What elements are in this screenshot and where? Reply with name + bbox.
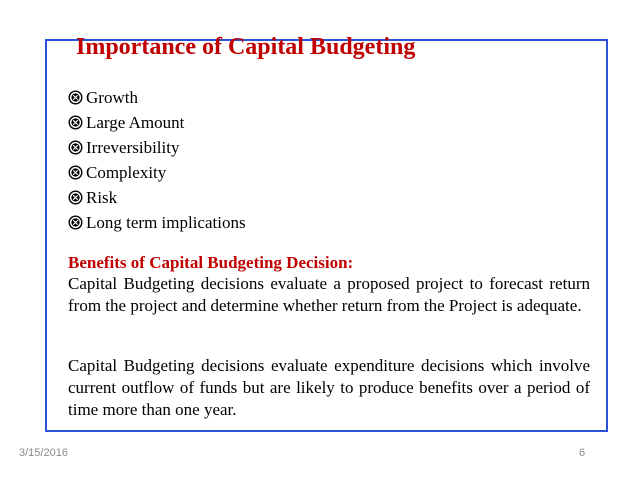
list-item [68,185,246,210]
benefits-heading: Benefits of Capital Budgeting Decision: [68,253,354,272]
bullet-list [68,85,246,235]
paragraph-forecast-return: Capital Budgeting decisions evaluate a proposed project to forecast return from the project and determine whether return from the Project is adequate. [68,274,590,315]
slide-title: Importance of Capital Budgeting [76,34,416,60]
list-item [68,160,246,185]
circled-x-bullet-icon [68,115,83,130]
page-number: 6 [579,447,586,459]
bullet-label: Risk [86,188,118,207]
circled-x-bullet-icon [68,90,83,105]
bullet-label: Large Amount [86,113,185,132]
list-item [68,135,246,160]
circled-x-bullet-icon [68,215,83,230]
list-item [68,210,246,235]
circled-x-bullet-icon [68,190,83,205]
paragraph-expenditure-decisions: Capital Budgeting decisions evaluate expenditure decisions which involve current outflow of funds but are likely to produce benefits over a period of time more than one year. [68,356,590,419]
bullet-label: Complexity [86,163,167,182]
circled-x-bullet-icon [68,165,83,180]
footer-date: 3/15/2016 [19,447,68,459]
circled-x-bullet-icon [68,140,83,155]
bullet-label: Long term implications [86,213,246,232]
list-item [68,110,246,135]
list-item [68,85,246,110]
bullet-label: Irreversibility [86,138,180,157]
bullet-label: Growth [86,88,138,107]
